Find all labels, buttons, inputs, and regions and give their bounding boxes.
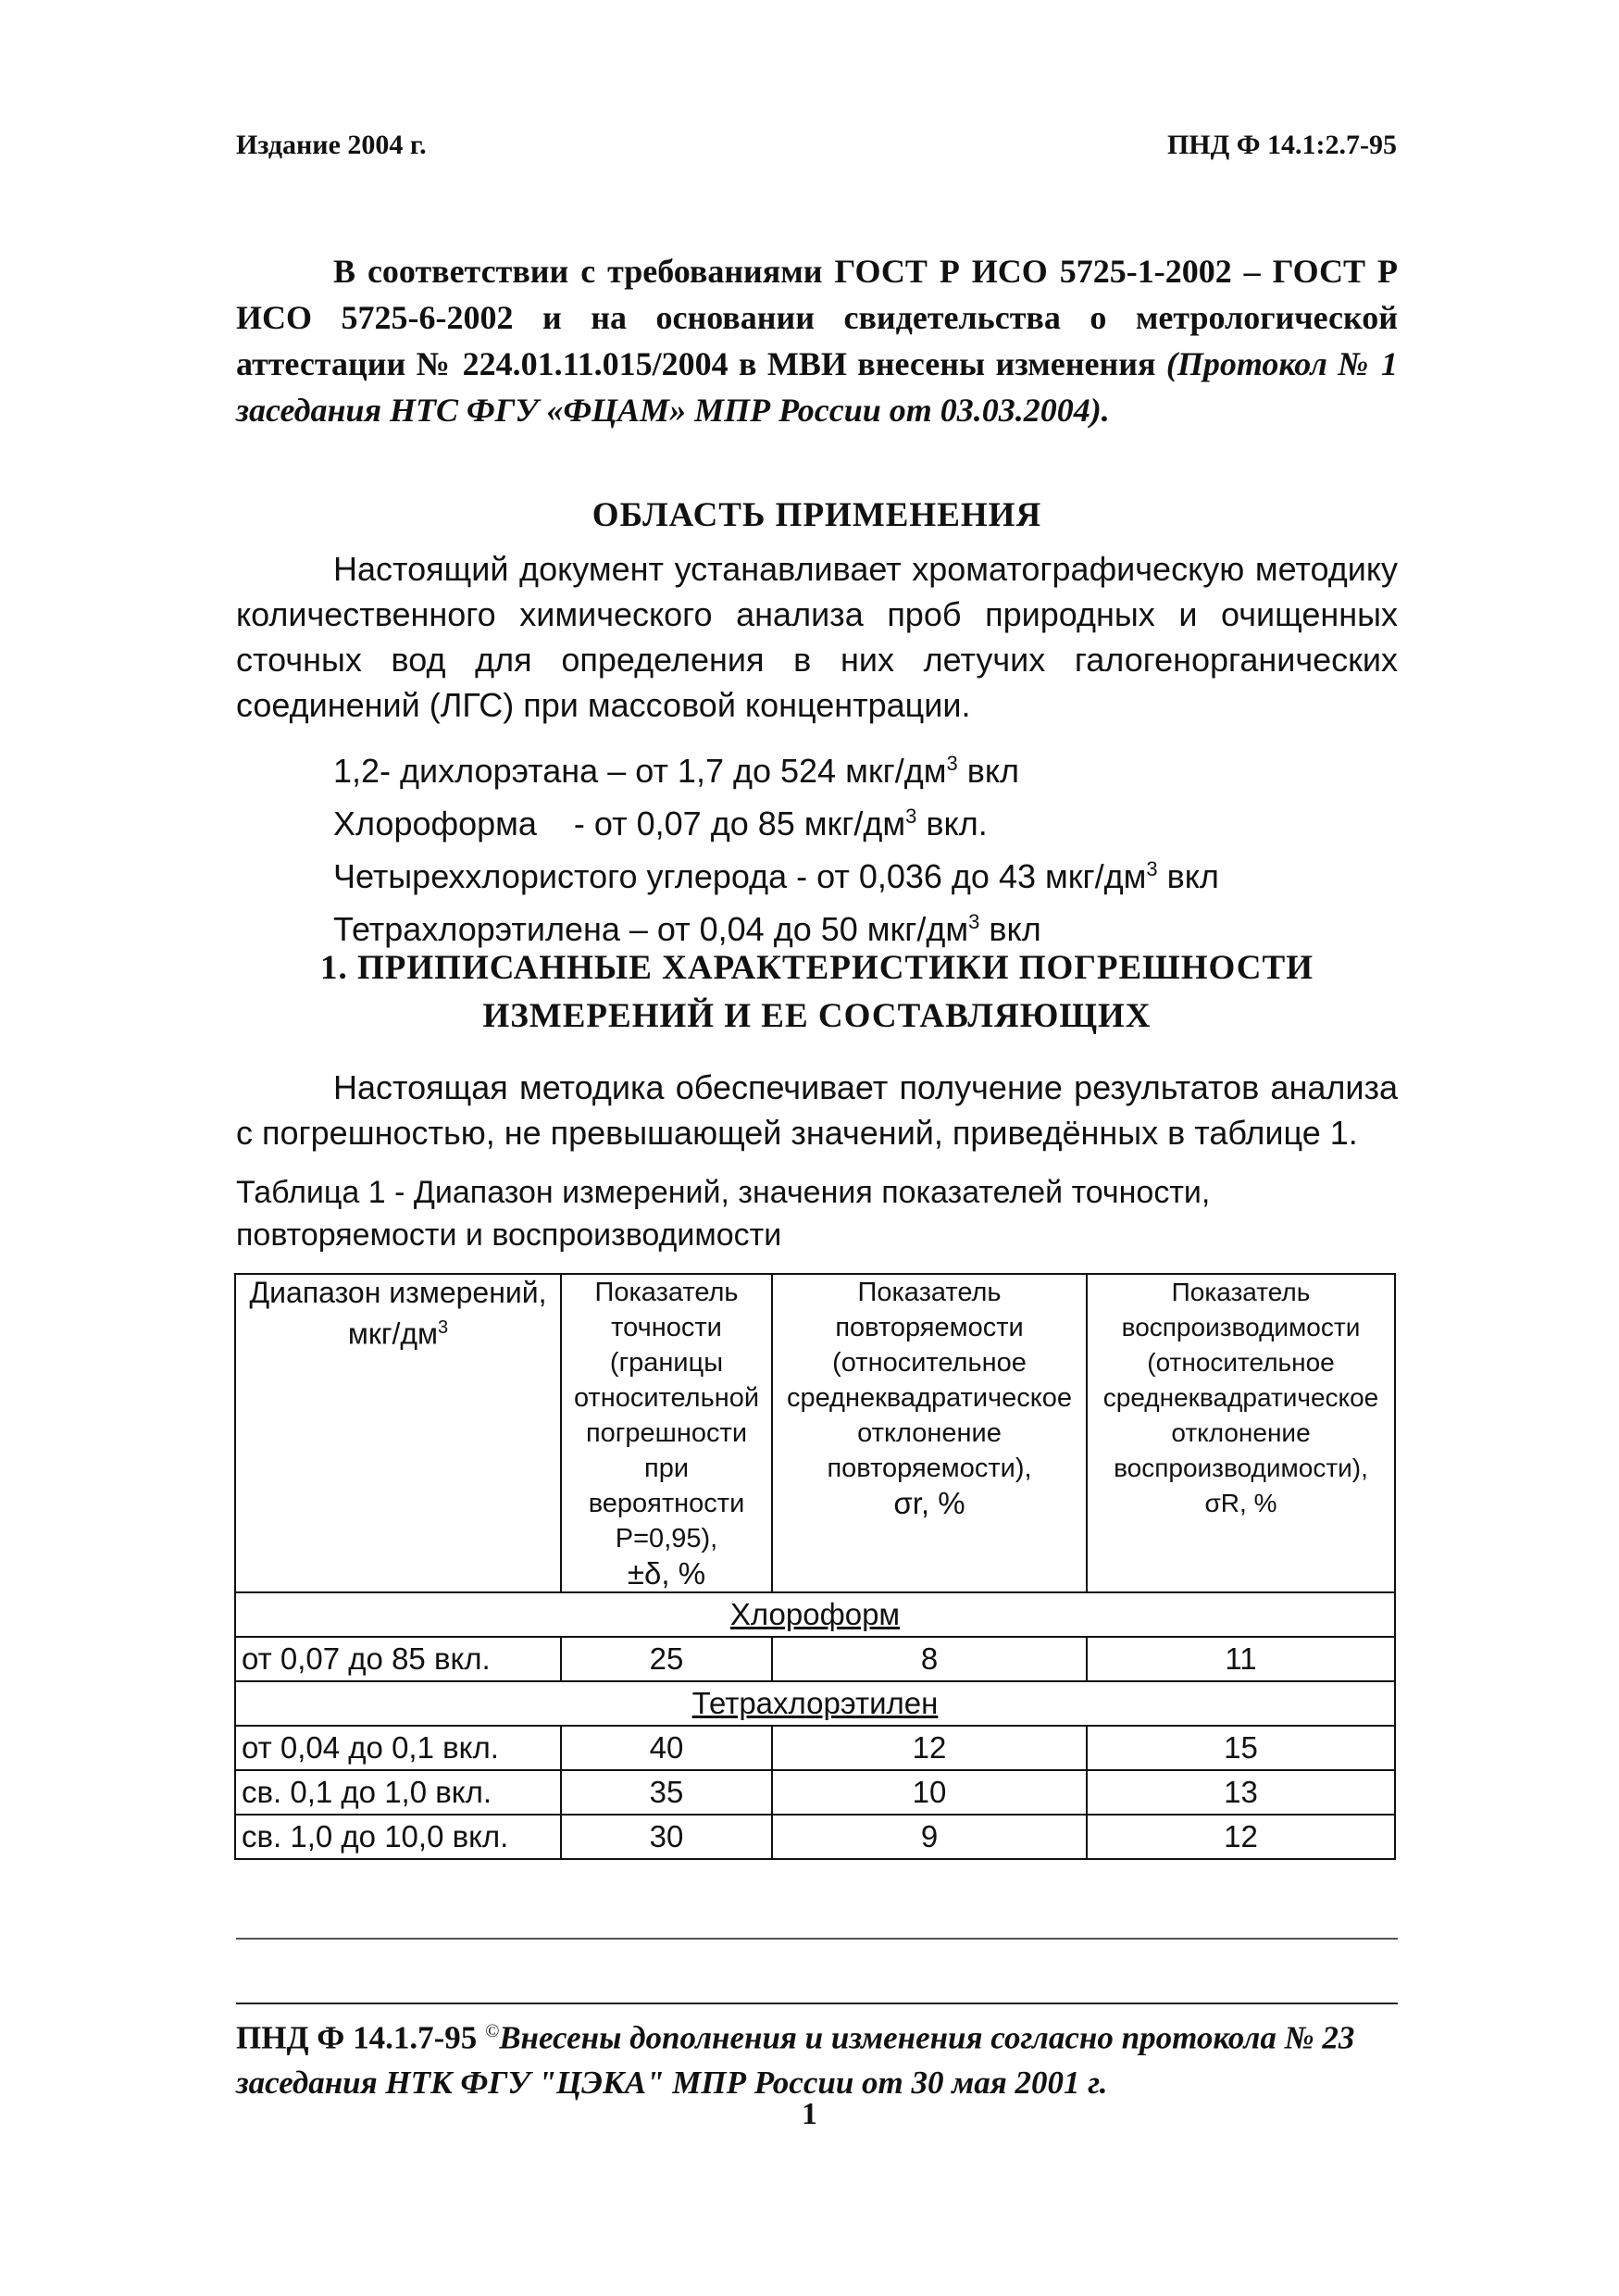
cell-sigma-R: 12: [1087, 1815, 1395, 1859]
cell-sigma-r: 10: [772, 1770, 1087, 1815]
group-label: Тетрахлорэтилен: [235, 1681, 1395, 1726]
footnote-code: ПНД Ф 14.1.7-95: [236, 2019, 478, 2056]
scope-paragraph: [236, 546, 1398, 728]
preamble-text: В соответствии с требованиями ГОСТ Р ИСО 5725-1-2002 – ГОСТ Р ИСО 5725-6-2002 и на основании свидетельства о метрологической аттестации № 224.01.11.015/2004 в МВИ внесены изменения: [236, 253, 1398, 382]
divider: [236, 1938, 1398, 1940]
list-item: 1,2- дихлорэтана – от 1,7 до 524 мкг/$дм^3$ вкл: [333, 752, 1020, 790]
edition-label: Издание 2004 г.: [236, 130, 427, 160]
group-row: [235, 1681, 1395, 1726]
cell-sigma-r: 8: [772, 1637, 1087, 1681]
header-reproducibility: Показатель воспроизводимости (относительное среднеквадратическое отклонение воспроизводимости), σR, %: [1087, 1274, 1395, 1592]
header-range: Диапазон измерений, мкг/$дм^3$: [235, 1274, 561, 1592]
section1-heading: 1. ПРИПИСАННЫЕ ХАРАКТЕРИСТИКИ ПОГРЕШНОСТИ ИЗМЕРЕНИЙ И ЕЕ СОСТАВЛЯЮЩИХ: [320, 949, 1314, 1035]
cell-sigma-r: 12: [772, 1726, 1087, 1770]
cell-delta: 25: [561, 1637, 772, 1681]
list-item: Хлороформа - от 0,07 до 85 мкг/$дм^3$ вкл.: [333, 805, 988, 842]
table-row: [235, 1726, 1395, 1770]
table-row: [235, 1637, 1395, 1681]
table-row: [235, 1770, 1395, 1815]
compound-list: [333, 741, 1219, 952]
scope-text: Настоящий документ устанавливает хроматографическую методику количественного химического анализа проб природных и очищенных сточных вод для определения в них летучих галогенорганических соединений (ЛГС) при массовой концентрации.: [236, 550, 1398, 724]
cell-sigma-R: 15: [1087, 1726, 1395, 1770]
section1-paragraph: [236, 1065, 1398, 1155]
cell-delta: 30: [561, 1815, 772, 1859]
section1-text: Настоящая методика обеспечивает получение результатов анализа с погрешностью, не превышающей значений, приведённых в таблице 1.: [236, 1068, 1398, 1152]
accuracy-table: [234, 1273, 1396, 1860]
table-header-row: [235, 1274, 1395, 1592]
preamble: [236, 248, 1398, 433]
list-item: Четыреххлористого углерода - от 0,036 до 43 мкг/$дм^3$ вкл: [333, 857, 1219, 895]
cell-range: св. 1,0 до 10,0 вкл.: [235, 1815, 561, 1859]
cell-range: св. 0,1 до 1,0 вкл.: [235, 1770, 561, 1815]
footnote-text: Внесены дополнения и изменения согласно протокола № 23 заседания НТК ФГУ "ЦЭКА" МПР России от 30 мая 2001 г.: [236, 2019, 1355, 2101]
list-item: Тетрахлорэтилена – от 0,04 до 50 мкг/$дм^3$ вкл: [333, 910, 1041, 948]
cell-range: от 0,04 до 0,1 вкл.: [235, 1726, 561, 1770]
header-repeatability: Показатель повторяемости (относительное среднеквадратическое отклонение повторяемости), σr, %: [772, 1274, 1087, 1592]
table-caption: Таблица 1 - Диапазон измерений, значения показателей точности, повторяемости и воспроизводимости: [236, 1175, 1211, 1253]
cell-delta: 40: [561, 1726, 772, 1770]
footnote-divider: [236, 2003, 1398, 2004]
footnote: [236, 2009, 1398, 2105]
group-row: [235, 1592, 1395, 1637]
cell-delta: 35: [561, 1770, 772, 1815]
cell-range: от 0,07 до 85 вкл.: [235, 1637, 561, 1681]
cell-sigma-R: 13: [1087, 1770, 1395, 1815]
page-number: 1: [802, 2097, 817, 2131]
header-accuracy: Показатель точности (границы относительной погрешности при вероятности Р=0,95), ±δ, %: [561, 1274, 772, 1592]
footnote-mark: ©: [485, 2021, 500, 2041]
group-label: Хлороформ: [235, 1592, 1395, 1637]
cell-sigma-R: 11: [1087, 1637, 1395, 1681]
document-code: ПНД Ф 14.1:2.7-95: [1166, 130, 1397, 160]
table-row: [235, 1815, 1395, 1859]
cell-sigma-r: 9: [772, 1815, 1087, 1859]
scope-heading: ОБЛАСТЬ ПРИМЕНЕНИЯ: [592, 496, 1042, 534]
preamble-protocol: (Протокол № 1 заседания НТС ФГУ «ФЦАМ» МПР России от 03.03.2004).: [236, 345, 1398, 429]
